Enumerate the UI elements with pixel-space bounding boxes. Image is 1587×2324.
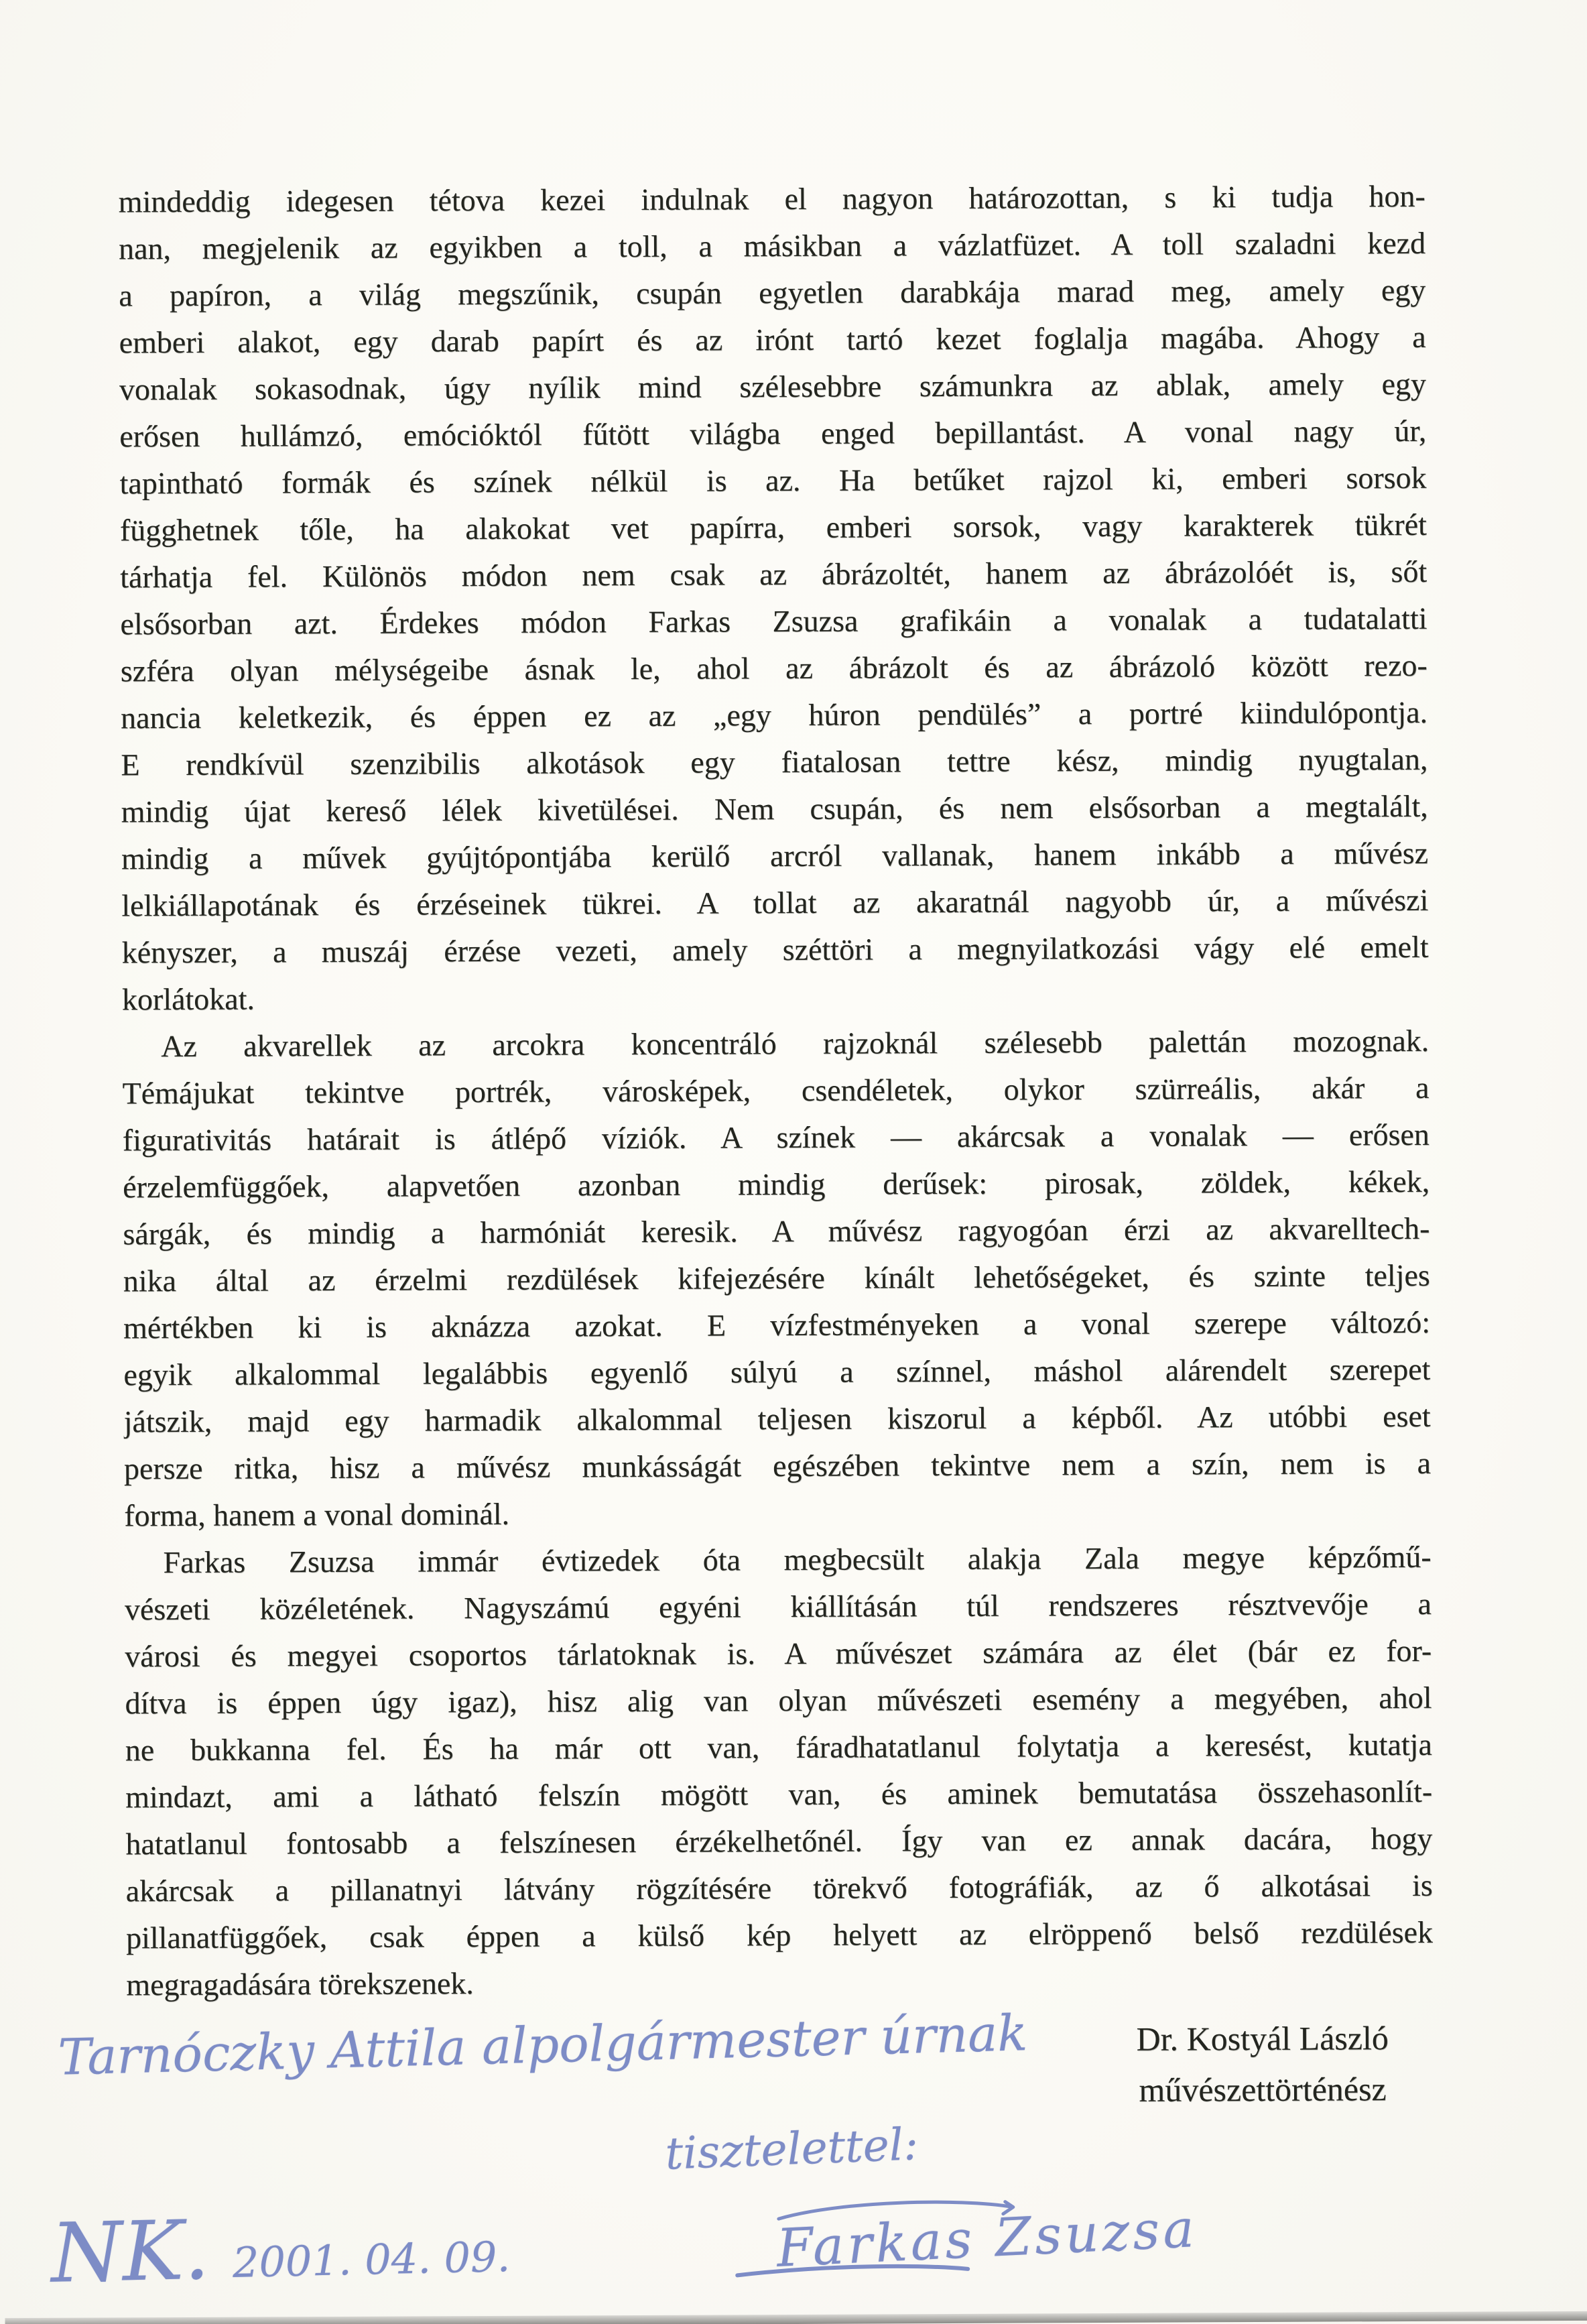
printed-signature-title: művészettörténész <box>1139 2070 1387 2109</box>
handwritten-salutation: tisztelettel: <box>664 2118 919 2180</box>
body-line: lelkiállapotának és érzéseinek tükrei. A tollat az akaratnál nagyobb úr, a művészi <box>121 882 1429 923</box>
body-line: nan, megjelenik az egyikben a toll, a másikban a vázlatfüzet. A toll szaladni kezd <box>118 225 1426 266</box>
body-line: erősen hullámzó, emócióktól fűtött világba enged bepillantást. A vonal nagy úr, <box>119 413 1427 454</box>
body-line: emberi alakot, egy darab papírt és az irónt tartó kezet foglalja magába. Ahogy a <box>119 319 1426 360</box>
body-line: korlátokat. <box>121 981 255 1017</box>
body-line: mindig újat kereső lélek kivetülései. Nem csupán, és nem elsősorban a megtalált, <box>121 788 1428 829</box>
body-line: nika által az érzelmi rezdülések kifejezésére kínált lehetőségeket, és szinte teljes <box>123 1258 1430 1298</box>
body-line: Farkas Zsuzsa immár évtizedek óta megbecsült alakja Zala megye képzőmű- <box>163 1539 1432 1580</box>
body-line: vészeti közéletének. Nagyszámú egyéni kiállításán túl rendszeres résztvevője a <box>124 1586 1432 1627</box>
body-line: elsősorban azt. Érdekes módon Farkas Zsuzsa grafikáin a vonalak a tudatalatti <box>120 601 1427 641</box>
body-line: Témájukat tekintve portrék, városképek, csendéletek, olykor szürreális, akár a <box>122 1070 1430 1111</box>
body-line: vonalak sokasodnak, úgy nyílik mind szélesebbre számunkra az ablak, amely egy <box>119 366 1427 407</box>
handwritten-dedication: Tarnóczky Attila alpolgármester úrnak <box>57 2004 1029 2087</box>
body-line: sárgák, és mindig a harmóniát keresik. A művész ragyogóan érzi az akvarelltech- <box>123 1211 1430 1251</box>
body-line: tárhatja fel. Különös módon nem csak az ábrázoltét, hanem az ábrázolóét is, sőt <box>120 554 1427 595</box>
body-line: figurativitás határait is átlépő víziók. A színek — akárcsak a vonalak — erősen <box>122 1117 1430 1158</box>
body-line: mértékben ki is aknázza azokat. E vízfestményeken a vonal szerepe változó: <box>123 1304 1431 1345</box>
handwritten-monogram: NK. <box>50 2202 211 2301</box>
body-line: nancia keletkezik, és éppen ez az „egy húron pendülés” a portré kiindulópontja. <box>120 694 1428 735</box>
printed-signature-name: Dr. Kostyál László <box>1136 2019 1389 2058</box>
body-line: függhetnek tőle, ha alakokat vet papírra, emberi sorsok, vagy karakterek tükrét <box>119 507 1427 548</box>
body-line: akárcsak a pillanatnyi látvány rögzítésére törekvő fotográfiák, az ő alkotásai is <box>125 1868 1433 1908</box>
body-line: mindazt, ami a látható felszín mögött van, és aminek bemutatása összehasonlít- <box>125 1774 1433 1815</box>
body-line: a papíron, a világ megszűnik, csupán egyetlen darabkája marad meg, amely egy <box>119 272 1426 313</box>
handwritten-signature: Farkas Zsuzsa <box>775 2198 1199 2280</box>
body-line: tapintható formák és színek nélkül is az. Ha betűket rajzol ki, emberi sorsok <box>119 460 1427 501</box>
body-line: érzelemfüggőek, alapvetően azonban mindig derűsek: pirosak, zöldek, kékek, <box>123 1164 1430 1205</box>
body-line: ne bukkanna fel. És ha már ott van, fáradhatatlanul folytatja a keresést, kutatja <box>125 1727 1432 1768</box>
body-line: szféra olyan mélységeibe ásnak le, ahol az ábrázolt és az ábrázoló között rezo- <box>120 648 1427 688</box>
handwritten-date-note <box>50 2202 511 2301</box>
printed-signature-block <box>1095 2012 1431 2116</box>
body-line: egyik alkalommal legalábbis egyenlő súlyú a színnel, máshol alárendelt szerepet <box>123 1351 1431 1392</box>
body-line: forma, hanem a vonal dominál. <box>124 1496 510 1533</box>
body-line: Az akvarellek az arcokra koncentráló rajzoknál szélesebb palettán mozognak. <box>161 1023 1430 1064</box>
body-line: kényszer, a muszáj érzése vezeti, amely széttöri a megnyilatkozási vágy elé emelt <box>121 929 1429 970</box>
body-line: pillanatfüggőek, csak éppen a külső kép helyett az elröppenő belső rezdülések <box>125 1914 1434 1955</box>
text-block <box>119 173 1434 2008</box>
handwritten-date: 2001. 04. 09. <box>232 2231 511 2287</box>
body-line: persze ritka, hisz a művész munkásságát egészében tekintve nem a szín, nem is a <box>123 1445 1432 1486</box>
scanner-edge-artifact <box>5 2311 1587 2324</box>
body-line: mindeddig idegesen tétova kezei indulnak el nagyon határozottan, s ki tudja hon- <box>118 178 1425 219</box>
body-line: E rendkívül szenzibilis alkotások egy fiatalosan tettre kész, mindig nyugtalan, <box>121 741 1428 782</box>
body-line: dítva is éppen úgy igaz), hisz alig van olyan művészeti esemény a megyében, ahol <box>125 1680 1432 1721</box>
body-line: mindig a művek gyújtópontjába kerülő arcról vallanak, hanem inkább a művész <box>121 835 1429 876</box>
body-line: játszik, majd egy harmadik alkalommal teljesen kiszorul a képből. Az utóbbi eset <box>123 1398 1431 1439</box>
body-line: városi és megyei csoportos tárlatoknak is. A művészet számára az élet (bár ez for- <box>125 1633 1432 1674</box>
body-line: megragadására törekszenek. <box>126 1966 474 2002</box>
body-line: hatatlanul fontosabb a felszínesen érzékelhetőnél. Így van ez annak dacára, hogy <box>125 1821 1433 1861</box>
